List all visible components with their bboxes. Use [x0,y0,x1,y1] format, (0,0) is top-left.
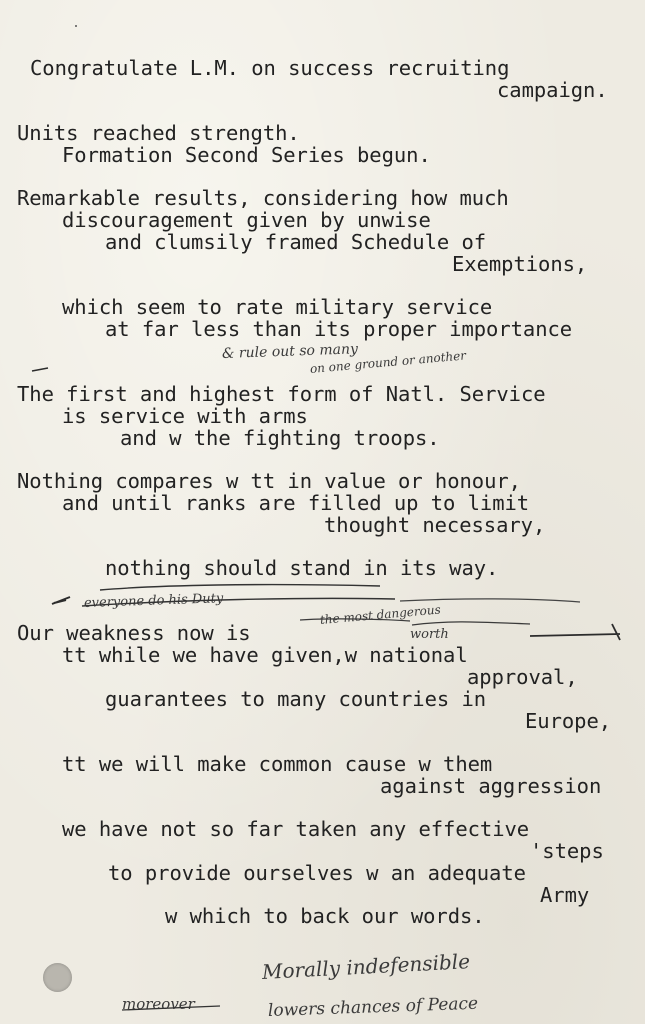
typed-line: approval, [467,665,578,689]
typed-line: and w the fighting troops. [120,426,440,450]
typed-line: Our weakness now is [17,621,251,645]
typed-line: and clumsily framed Schedule of [105,230,487,254]
handwritten-note: on one ground or another [309,348,467,376]
handwritten-note: the most dangerous [319,602,442,627]
typed-line: Formation Second Series begun. [62,143,431,167]
typed-line: Nothing compares w tt in value or honour, [17,469,521,493]
typed-line: tt while we have given,w national [62,643,468,667]
typed-line: at far less than its proper importance [105,317,573,341]
typed-line: Units reached strength. [17,121,300,145]
typed-line: which seem to rate military service [62,295,493,319]
handwritten-note: everyone do his Duty [83,591,224,611]
typed-line: campaign. [497,78,608,102]
typed-line: Congratulate L.M. on success recruiting [30,56,510,80]
typed-line: Remarkable results, considering how much [17,186,509,210]
typed-line: against aggression [380,774,602,798]
typed-line: w which to back our words. [165,904,485,928]
typed-line: nothing should stand in its way. [105,556,499,580]
typed-line: Europe, [525,709,612,733]
typed-line: 'steps [530,839,604,863]
typed-line: we have not so far taken any effective [62,817,530,841]
handwritten-note: worth [410,627,449,642]
typed-line: tt we will make common cause w them [62,752,493,776]
typed-line: is service with arms [62,404,308,428]
punch-hole [43,963,72,992]
typed-line: to provide ourselves w an adequate [108,861,526,885]
typed-line: guarantees to many countries in [105,687,487,711]
typed-line: discouragement given by unwise [62,208,431,232]
handwritten-note: moreover [122,995,195,1013]
typed-line: thought necessary, [324,513,546,537]
typed-line: The first and highest form of Natl. Service [17,382,546,406]
handwritten-note: Morally indefensible [261,949,471,984]
handwritten-note: & rule out so many [221,341,359,362]
typed-line: and until ranks are filled up to limit [62,491,530,515]
typed-line: Army [540,883,590,907]
typed-line: Exemptions, [452,252,588,276]
handwritten-note: lowers chances of Peace [267,993,479,1021]
